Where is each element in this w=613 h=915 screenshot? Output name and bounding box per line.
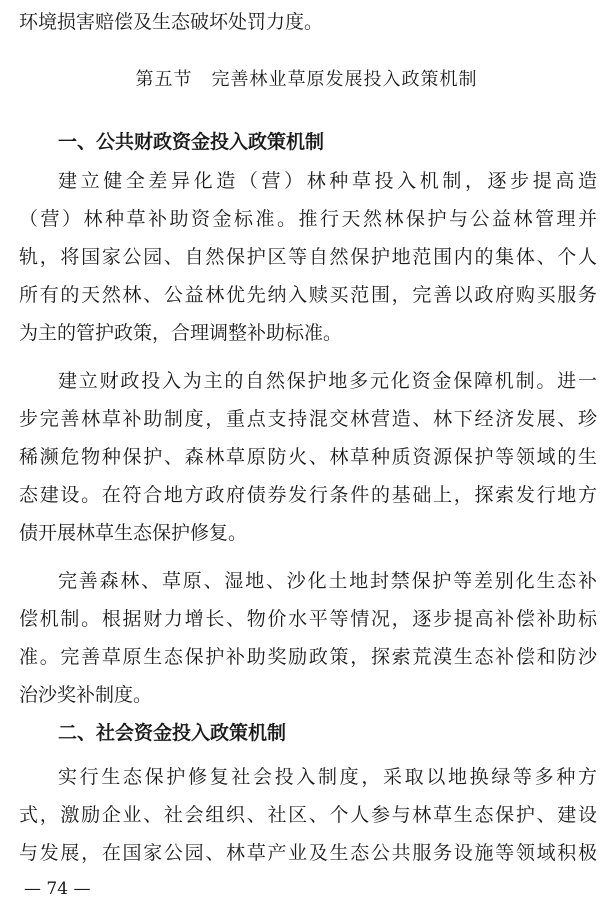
body-line: 稀濒危物种保护、森林草原防火、林草种质资源保护等领域的生 (19, 446, 597, 468)
section-title: 第五节 完善林业草原发展投入政策机制 (135, 69, 478, 90)
body-line: 步完善林草补助制度，重点支持混交林营造、林下经济发展、珍 (19, 408, 597, 430)
body-line: 所有的天然林、公益林优先纳入赎买范围，完善以政府购买服务 (19, 284, 597, 306)
subsection-heading-1: 一、公共财政资金投入政策机制 (58, 131, 325, 153)
body-line: 偿机制。根据财力增长、物价水平等情况，逐步提高补偿补助标 (19, 608, 597, 630)
body-line: 债开展林草生态保护修复。 (19, 522, 248, 544)
body-line: 完善森林、草原、湿地、沙化土地封禁保护等差别化生态补 (58, 570, 597, 592)
body-line: 建立健全差异化造（营）林种草投入机制，逐步提高造 (58, 170, 597, 192)
body-line: 与发展，在国家公园、林草产业及生态公共服务设施等领域积极 (19, 842, 597, 864)
body-line: 态建设。在符合地方政府债券发行条件的基础上，探索发行地方 (19, 484, 597, 506)
body-line: 实行生态保护修复社会投入制度，采取以地换绿等多种方 (58, 766, 597, 788)
body-line: （营）林种草补助资金标准。推行天然林保护与公益林管理并 (19, 208, 597, 230)
subsection-heading-2: 二、社会资金投入政策机制 (58, 722, 287, 744)
page-number: — 74 — (24, 879, 91, 899)
body-line: 为主的管护政策，合理调整补助标准。 (19, 322, 343, 344)
body-line: 准。完善草原生态保护补助奖励政策，探索荒漠生态补偿和防沙 (19, 646, 597, 668)
body-line: 轨，将国家公园、自然保护区等自然保护地范围内的集体、个人 (19, 246, 597, 268)
body-line: 式，激励企业、社会组织、社区、个人参与林草生态保护、建设 (19, 804, 597, 826)
body-line: 建立财政投入为主的自然保护地多元化资金保障机制。进一 (58, 370, 597, 392)
fragment-line: 环境损害赔偿及生态破坏处罚力度。 (19, 11, 324, 33)
body-line: 治沙奖补制度。 (19, 684, 153, 706)
